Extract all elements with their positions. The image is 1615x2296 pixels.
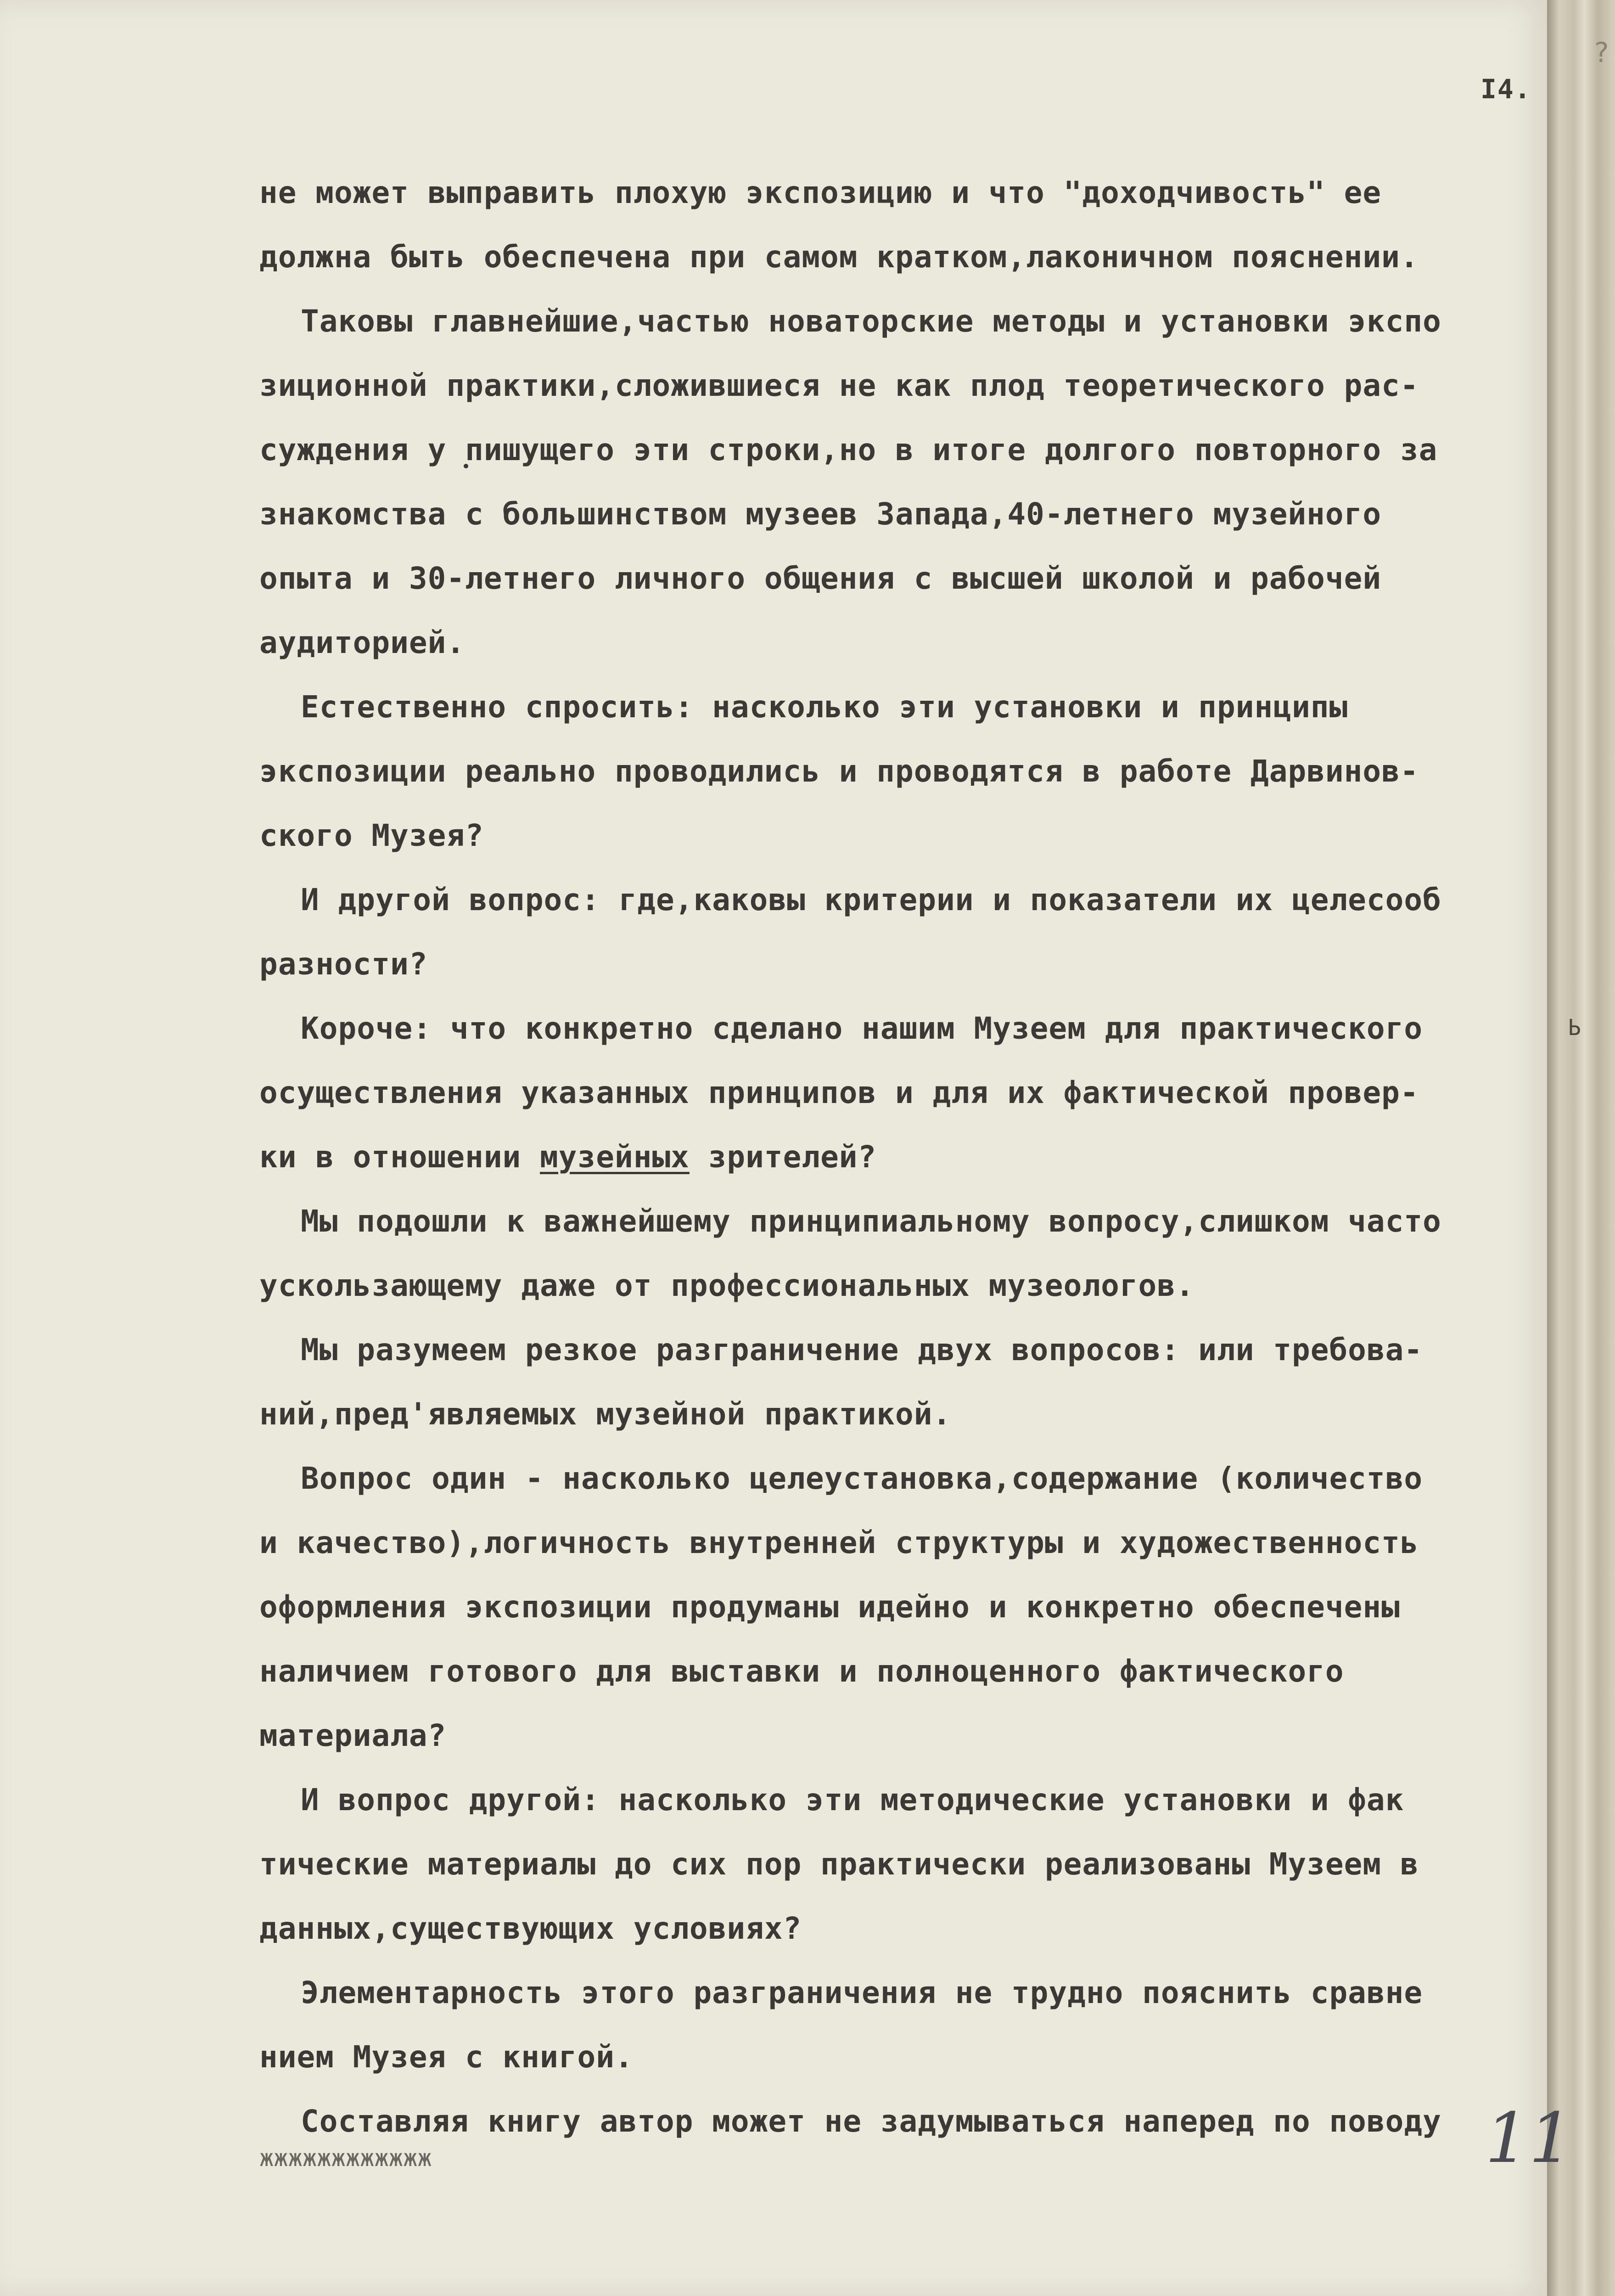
text-line: не может выправить плохую экспозицию и что "доходчивость" ее [259,175,1382,210]
text-line: знакомства с большинством музеев Запада,40-летнего музейного [259,496,1382,532]
text-line: опыта и 30-летнего личного общения с высшей школой и рабочей [259,561,1382,596]
text-line: ний,пред'являемых музейной практикой. [259,1396,952,1432]
text-line: наличием готового для выставки и полноценного фактического [259,1654,1344,1689]
text-line: экспозиции реально проводились и проводятся в работе Дарвинов- [259,754,1419,789]
text-line: тические материалы до сих пор практически реализованы Музеем в [259,1846,1419,1882]
text-line: зиционной практики,сложившиеся не как плод теоретического рас- [259,368,1419,403]
typewritten-text [259,161,1545,2172]
text-line: осуществления указанных принципов и для их фактической провер- [259,1075,1419,1110]
text-line: Элементарность этого разграничения не трудно пояснить сравне [301,1975,1423,2010]
stacked-page-edges [1547,0,1615,2296]
underlined-word: музейных [540,1139,690,1175]
struck-out-text: жжжжжжжжжжжж [259,2144,432,2172]
text-line: данных,существующих условиях? [259,1911,802,1946]
text-line: нием Музея с книгой. [259,2039,634,2075]
text-line: И вопрос другой: насколько эти методические установки и фак [301,1782,1404,1818]
text-line: ускользающему даже от профессиональных музеологов. [259,1268,1194,1303]
text-line: должна быть обеспечена при самом кратком,лаконичном пояснении. [259,239,1419,275]
text-line: Мы разумеем резкое разграничение двух вопросов: или требова- [301,1332,1423,1367]
text-line: ского Музея? [259,818,484,853]
text-line: материала? [259,1718,447,1753]
text-line: аудиторией. [259,625,465,660]
text-line: Мы подошли к важнейшему принципиальному вопросу,слишком часто [301,1204,1441,1239]
text-line: оформления экспозиции продуманы идейно и конкретно обеспечены [259,1589,1400,1625]
text-line: разности? [259,946,428,982]
text-line: суждения у пишущего эти строки,но в итоге долгого повторного за [259,432,1438,467]
text-line: Таковы главнейшие,частью новаторские методы и установки экспо [301,304,1441,339]
page-number: I4. [1480,73,1531,105]
text-line: И другой вопрос: где,каковы критерии и показатели их целесооб [301,882,1441,917]
handwritten-sheet-number: 11 [1485,2099,1573,2178]
corner-pencil-mark: ? [1593,37,1610,69]
margin-mark: Ь [1568,1015,1581,1041]
text-line: Короче: что конкретно сделано нашим Музеем для практического [301,1011,1423,1046]
text-line: Естественно спросить: насколько эти установки и принципы [301,689,1348,725]
text-line: Составляя книгу автор может не задумываться наперед по поводу [301,2104,1441,2139]
text-line-underlined: ки в отношении музейных зрителей? [259,1139,877,1175]
text-line: и качество),логичность внутренней структуры и художественность [259,1525,1419,1560]
text-line: Вопрос один - насколько целеустановка,содержание (количество [301,1461,1423,1496]
